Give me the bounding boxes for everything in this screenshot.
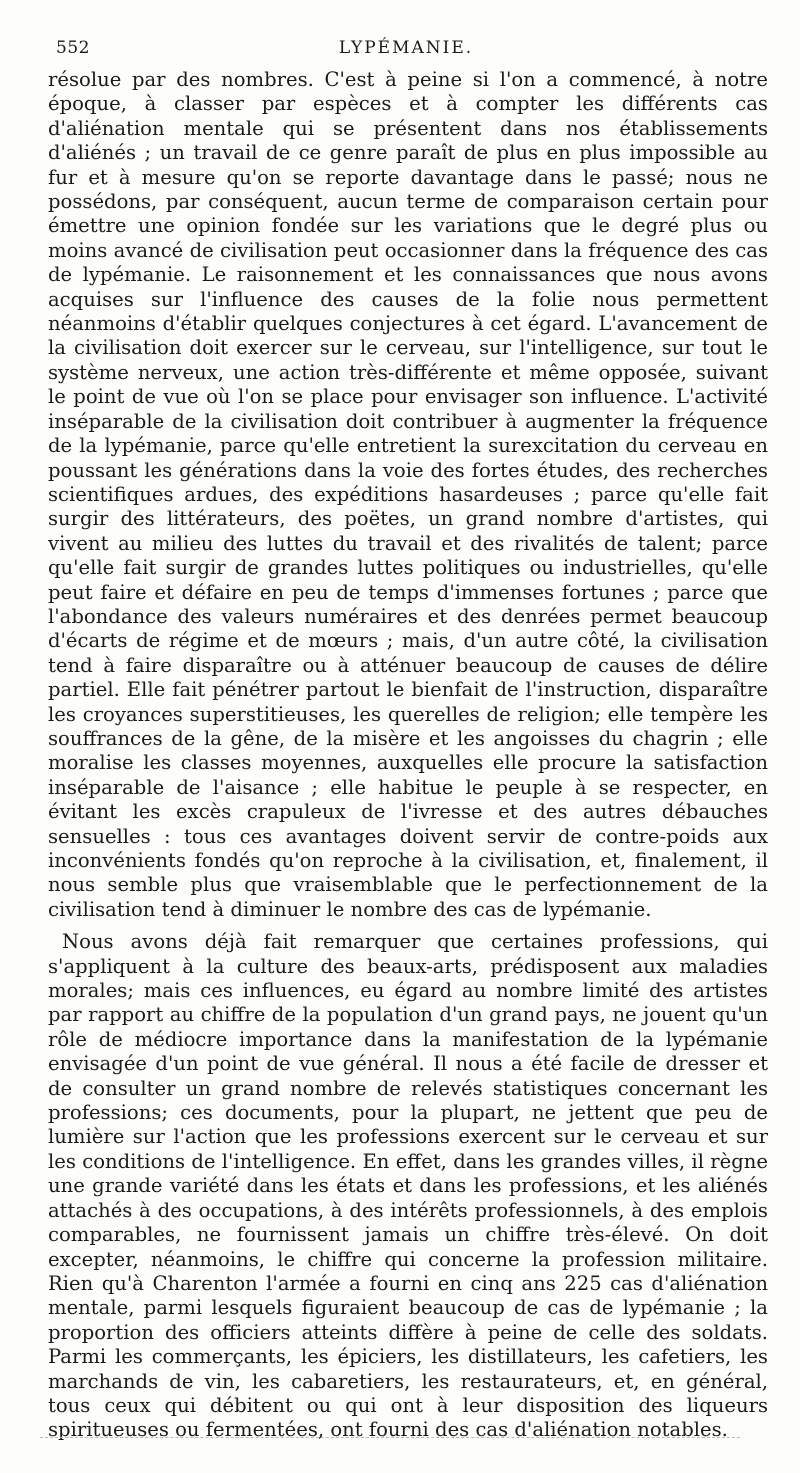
page-header [56, 38, 756, 62]
running-head: LYPÉMANIE. [338, 38, 474, 58]
page-number: 552 [56, 38, 90, 58]
body-text [48, 68, 768, 1443]
footer-rule [40, 1437, 740, 1438]
paragraph: résolue par des nombres. C'est à peine si l'on a commencé, à notre époque, à classer par espèces et à compter les différents cas d'aliénation mentale qui se présentent dans nos établissements d'aliénés ; un travail de ce genre paraît de plus en plus impossible au fur et à mesure qu'on se reporte davantage dans le passé; nous ne possédons, par conséquent, aucun terme de comparaison certain pour émettre une opinion fondée sur les variations que le degré plus ou moins avancé de civilisation peut occasionner dans la fréquence des cas de lypémanie. Le raisonnement et les connaissances que nous avons acquises sur l'influence des causes de la folie nous permettent néanmoins d'établir quelques conjectures à cet égard. L'avancement de la civilisation doit exercer sur le cerveau, sur l'intelligence, sur tout le système nerveux, une action très-différente et même opposée, suivant le point de vue où l'on se place pour envisager son influence. L'activité inséparable de la civilisation doit contribuer à augmenter la fréquence de la lypémanie, parce qu'elle entretient la surexcitation du cerveau en poussant les générations dans la voie des fortes études, des recherches scientifiques ardues, des expéditions hasardeuses ; parce qu'elle fait surgir des littérateurs, des poëtes, un grand nombre d'artistes, qui vivent au milieu des luttes du travail et des rivalités de talent; parce qu'elle fait surgir de grandes luttes politiques ou industrielles, qu'elle peut faire et défaire en peu de temps d'immenses fortunes ; parce que l'abondance des valeurs numéraires et des denrées permet beaucoup d'écarts de régime et de mœurs ; mais, d'un autre côté, la civilisation tend à faire disparaître ou à atténuer beaucoup de causes de délire partiel. Elle fait pénétrer partout le bienfait de l'instruction, disparaître les croyances superstitieuses, les querelles de religion; elle tempère les souffrances de la gêne, de la misère et les angoisses du chagrin ; elle moralise les classes moyennes, auxquelles elle procure la satisfaction inséparable de l'aisance ; elle habitue le peuple à se respecter, en évitant les excès crapuleux de l'ivresse et des autres débauches sensuelles : tous ces avantages doivent servir de contre-poids aux inconvénients fondés qu'on reproche à la civilisation, et, finalement, il nous semble plus que vraisemblable que le perfectionnement de la civilisation tend à diminuer le nombre des cas de lypémanie. [48, 68, 768, 921]
paragraph: Nous avons déjà fait remarquer que certaines professions, qui s'appliquent à la culture des beaux-arts, prédisposent aux maladies morales; mais ces influences, eu égard au nombre limité des artistes par rapport au chiffre de la population d'un grand pays, ne jouent qu'un rôle de médiocre importance dans la manifestation de la lypémanie envisagée d'un point de vue général. Il nous a été facile de dresser et de consulter un grand nombre de relevés statistiques concernant les professions; ces documents, pour la plupart, ne jettent que peu de lumière sur l'action que les professions exercent sur le cerveau et sur les conditions de l'intelligence. En effet, dans les grandes villes, il règne une grande variété dans les états et dans les professions, et les aliénés attachés à des occupations, à des intérêts professionnels, à des emplois comparables, ne fournissent jamais un chiffre très-élevé. On doit excepter, néanmoins, le chiffre qui concerne la profession militaire. Rien qu'à Charenton l'armée a fourni en cinq ans 225 cas d'aliénation mentale, parmi lesquels figuraient beaucoup de cas de lypémanie ; la proportion des officiers atteints diffère à peine de celle des soldats. Parmi les commerçants, les épiciers, les distillateurs, les cafetiers, les marchands de vin, les cabaretiers, les restaurateurs, et, en général, tous ceux qui débitent ou qui ont à leur disposition des liqueurs spiritueuses ou fermentées, ont fourni des cas d'aliénation notables. [48, 930, 768, 1442]
